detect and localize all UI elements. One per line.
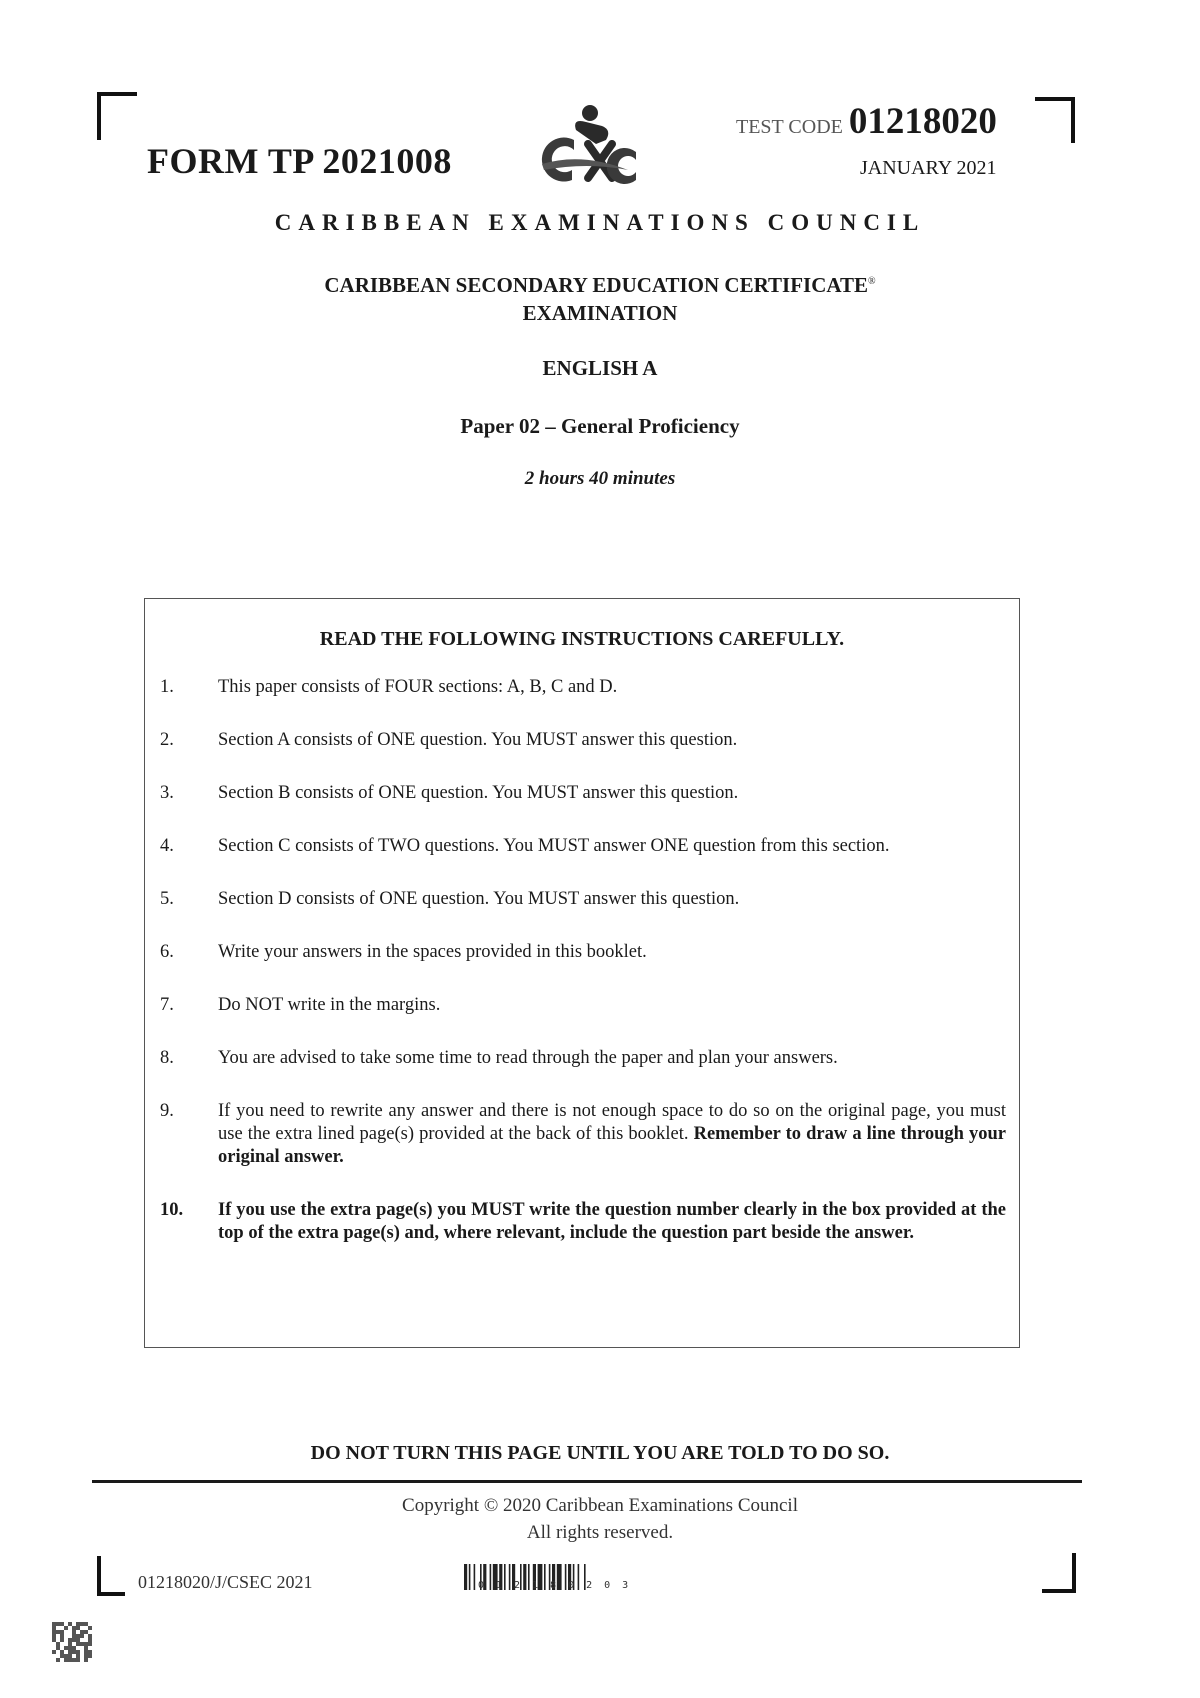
- instruction-item: [160, 782, 1006, 805]
- qr-module: [72, 1646, 76, 1650]
- qr-module: [56, 1646, 60, 1650]
- qr-module: [88, 1638, 92, 1642]
- duration: 2 hours 40 minutes: [524, 468, 676, 489]
- qr-module: [52, 1626, 56, 1630]
- qr-module: [68, 1638, 72, 1642]
- instruction-item: [160, 729, 1006, 752]
- qr-module: [64, 1626, 68, 1630]
- qr-module: [84, 1646, 88, 1650]
- qr-module: [52, 1630, 56, 1634]
- qr-module: [68, 1622, 72, 1626]
- barcode-bar: [469, 1564, 471, 1590]
- instruction-item: [160, 888, 1006, 911]
- qr-module: [60, 1650, 64, 1654]
- qr-code: [52, 1622, 92, 1662]
- instruction-number: 2.: [160, 730, 174, 750]
- qr-module: [52, 1650, 56, 1654]
- certificate-line2: EXAMINATION: [522, 301, 678, 325]
- qr-module: [76, 1654, 80, 1658]
- qr-module: [64, 1646, 68, 1650]
- qr-module: [68, 1654, 72, 1658]
- test-code-label: TEST CODE: [736, 116, 843, 138]
- instruction-item: [160, 1100, 1006, 1169]
- test-code-value: 01218020: [848, 101, 997, 142]
- barcode-bar: [474, 1564, 476, 1590]
- paper-title: Paper 02 – General Proficiency: [460, 414, 740, 438]
- qr-module: [56, 1642, 60, 1646]
- instruction-text-bold: Remember to draw a line through your original answer.: [218, 1124, 1007, 1167]
- corner-mark-top-right: [1035, 97, 1075, 143]
- qr-module: [72, 1638, 76, 1642]
- qr-module: [68, 1646, 72, 1650]
- instruction-text: This paper consists of FOUR sections: A, B, C and D.: [218, 677, 618, 697]
- instruction-number: 6.: [160, 942, 174, 962]
- qr-module: [84, 1642, 88, 1646]
- instruction-item: [160, 676, 1006, 699]
- instruction-number: 10.: [160, 1200, 184, 1220]
- qr-module: [76, 1634, 80, 1638]
- qr-module: [56, 1658, 60, 1662]
- instruction-number: 5.: [160, 889, 174, 909]
- qr-module: [80, 1630, 84, 1634]
- copyright-block: [0, 1492, 1200, 1546]
- instruction-text-normal: If you need to rewrite any answer and there is not enough space to do so on the original page, you must use the extra lined page(s) provided at the back of this booklet.: [218, 1101, 1006, 1144]
- qr-module: [60, 1630, 64, 1634]
- qr-module: [76, 1658, 80, 1662]
- instruction-text: Section C consists of TWO questions. You MUST answer ONE question from this section.: [218, 836, 890, 856]
- instruction-item: [160, 1199, 1006, 1245]
- instruction-number: 9.: [160, 1101, 174, 1121]
- certificate-title: [0, 268, 1200, 327]
- instruction-number: 3.: [160, 783, 174, 803]
- council-name: CARIBBEAN EXAMINATIONS COUNCIL: [274, 210, 926, 235]
- qr-module: [76, 1642, 80, 1646]
- qr-module: [56, 1630, 60, 1634]
- instruction-number: 8.: [160, 1048, 174, 1068]
- instruction-text: Section B consists of ONE question. You MUST answer this question.: [218, 783, 739, 803]
- qr-module: [84, 1654, 88, 1658]
- qr-module: [72, 1658, 76, 1662]
- instruction-number: 7.: [160, 995, 174, 1015]
- form-id: FORM TP 2021008: [147, 141, 452, 181]
- instruction-text: Write your answers in the spaces provided in this booklet.: [218, 942, 647, 962]
- qr-module: [76, 1622, 80, 1626]
- qr-module: [84, 1622, 88, 1626]
- qr-module: [72, 1634, 76, 1638]
- qr-module: [52, 1622, 56, 1626]
- instruction-item: [160, 1047, 1006, 1070]
- test-code: [736, 100, 997, 143]
- instruction-number: 4.: [160, 836, 174, 856]
- instruction-item: [160, 941, 1006, 964]
- qr-module: [72, 1650, 76, 1654]
- qr-module: [84, 1650, 88, 1654]
- barcode-bar: [464, 1564, 467, 1590]
- qr-module: [76, 1650, 80, 1654]
- instructions-list: [160, 676, 1006, 1275]
- instruction-text: [218, 1100, 1006, 1169]
- qr-module: [76, 1626, 80, 1630]
- corner-mark-bottom-right: [1042, 1553, 1076, 1593]
- exam-date: JANUARY 2021: [860, 157, 997, 179]
- rights-line: All rights reserved.: [526, 1522, 674, 1543]
- instructions-heading: READ THE FOLLOWING INSTRUCTIONS CAREFULLY.: [319, 628, 845, 650]
- footer-warning: DO NOT TURN THIS PAGE UNTIL YOU ARE TOLD TO DO SO.: [310, 1442, 890, 1464]
- qr-module: [88, 1642, 92, 1646]
- qr-module: [56, 1622, 60, 1626]
- instruction-item: [160, 835, 1006, 858]
- qr-module: [84, 1658, 88, 1662]
- instruction-text: Section D consists of ONE question. You MUST answer this question.: [218, 889, 740, 909]
- subject-title: ENGLISH A: [542, 356, 658, 380]
- qr-module: [52, 1634, 56, 1638]
- qr-module: [64, 1654, 68, 1658]
- qr-module: [88, 1626, 92, 1630]
- qr-module: [60, 1634, 64, 1638]
- document-code: 01218020/J/CSEC 2021: [138, 1572, 313, 1592]
- qr-module: [68, 1650, 72, 1654]
- instruction-item: [160, 994, 1006, 1017]
- qr-module: [80, 1622, 84, 1626]
- instruction-text: Section A consists of ONE question. You MUST answer this question.: [218, 730, 738, 750]
- qr-module: [76, 1638, 80, 1642]
- qr-module: [68, 1658, 72, 1662]
- qr-module: [60, 1622, 64, 1626]
- footer-rule: [92, 1480, 1082, 1483]
- corner-mark-bottom-left: [97, 1556, 125, 1596]
- corner-mark-top-left: [97, 92, 137, 140]
- qr-module: [60, 1638, 64, 1642]
- instruction-number: 1.: [160, 677, 174, 697]
- instruction-text-bold: If you use the extra page(s) you MUST write the question number clearly in the box provided at the top of the extra page(s) and, where relevant, include the question part beside the answer.: [218, 1200, 1006, 1243]
- qr-module: [88, 1654, 92, 1658]
- qr-module: [84, 1630, 88, 1634]
- qr-module: [88, 1634, 92, 1638]
- qr-module: [64, 1658, 68, 1662]
- qr-module: [72, 1626, 76, 1630]
- qr-module: [80, 1634, 84, 1638]
- barcode-digits: 012180203: [478, 1580, 641, 1591]
- certificate-line1: CARIBBEAN SECONDARY EDUCATION CERTIFICATE: [324, 273, 868, 297]
- qr-module: [88, 1650, 92, 1654]
- copyright-line: Copyright © 2020 Caribbean Examinations Council: [402, 1495, 798, 1516]
- qr-module: [80, 1642, 84, 1646]
- qr-module: [68, 1642, 72, 1646]
- instruction-text: You are advised to take some time to read through the paper and plan your answers.: [218, 1048, 838, 1068]
- registered-mark: ®: [868, 276, 876, 287]
- qr-module: [52, 1638, 56, 1642]
- qr-module: [72, 1630, 76, 1634]
- cxc-logo: [532, 100, 642, 192]
- qr-module: [60, 1654, 64, 1658]
- instruction-text: Do NOT write in the margins.: [218, 995, 441, 1015]
